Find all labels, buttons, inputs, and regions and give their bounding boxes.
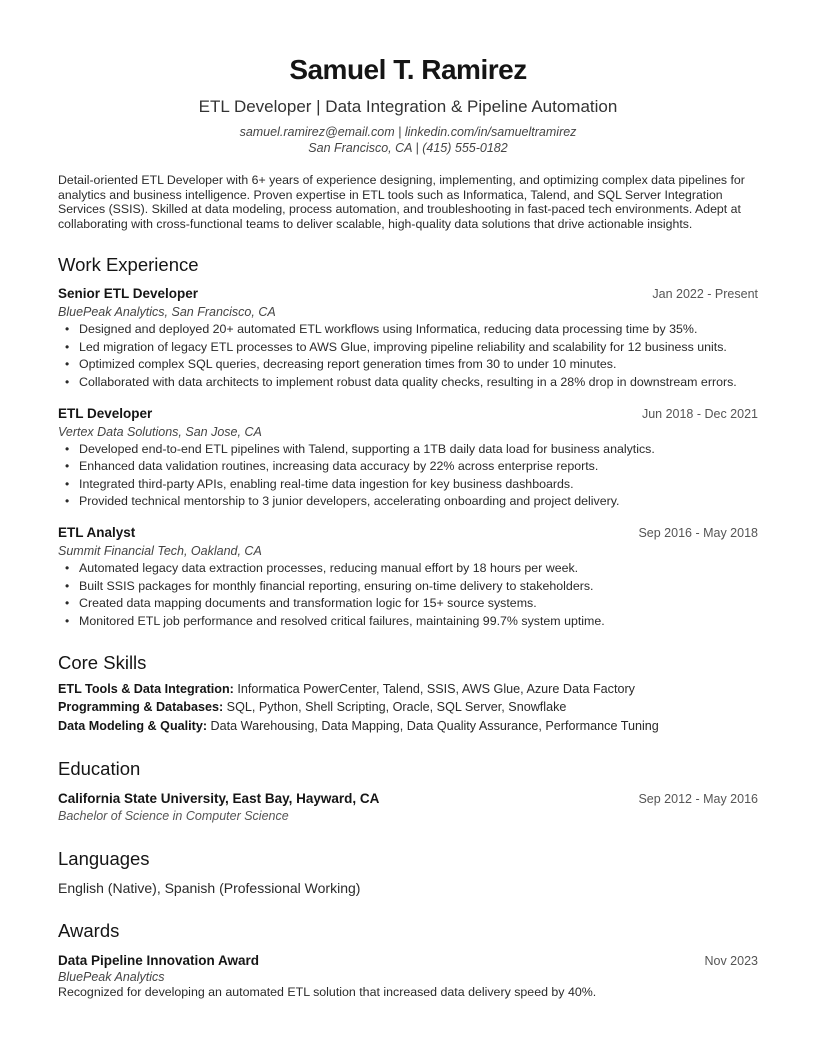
bullet-icon: • <box>65 322 70 337</box>
bullet-icon: • <box>65 339 70 354</box>
job-bullet <box>65 357 758 372</box>
award-organization: BluePeak Analytics <box>58 970 165 985</box>
job-bullet <box>65 322 758 337</box>
job-dates: Sep 2016 - May 2018 <box>638 526 758 541</box>
award-entry <box>58 952 758 1000</box>
bullet-icon: • <box>65 596 70 611</box>
job-bullet <box>65 561 758 576</box>
bullet-icon: • <box>65 494 70 509</box>
job-bullet-text: Led migration of legacy ETL processes to AWS Glue, improving pipeline reliability and scalability for 12 business units. <box>79 339 727 354</box>
bullet-icon: • <box>65 561 70 576</box>
job-dates: Jan 2022 - Present <box>652 287 758 302</box>
bullet-icon: • <box>65 441 70 456</box>
job-bullet <box>65 476 758 492</box>
job-bullet <box>65 459 758 474</box>
job-title: ETL Developer <box>58 405 153 421</box>
education-dates: Sep 2012 - May 2016 <box>638 792 758 807</box>
job-bullet <box>65 441 758 457</box>
job-bullet <box>65 596 758 611</box>
skill-values: Data Warehousing, Data Mapping, Data Quality Assurance, Performance Tuning <box>210 718 659 733</box>
education-entry <box>58 790 758 825</box>
award-description: Recognized for developing an automated ETL solution that increased data delivery speed by 40%. <box>58 985 597 1000</box>
job-bullet <box>65 339 758 355</box>
job-bullet-text: Integrated third-party APIs, enabling real-time data ingestion for key business dashboards. <box>79 476 574 491</box>
job-header <box>58 285 758 303</box>
section-title-awards: Awards <box>58 920 120 942</box>
bullet-icon: • <box>65 459 70 474</box>
school-name: California State University, East Bay, Hayward, CA <box>58 791 380 807</box>
job-entry <box>58 524 758 629</box>
job-bullet-text: Provided technical mentorship to 3 junior developers, accelerating onboarding and project delivery. <box>79 494 620 509</box>
contact-email-linkedin: samuel.ramirez@email.com | linkedin.com/in/samueltramirez <box>239 125 577 139</box>
job-bullets <box>58 442 758 510</box>
degree: Bachelor of Science in Computer Science <box>58 809 289 824</box>
job-company: Summit Financial Tech, Oakland, CA <box>58 544 262 559</box>
skill-row <box>58 680 758 699</box>
headline: ETL Developer | Data Integration & Pipeline Automation <box>198 97 618 116</box>
job-bullet-text: Created data mapping documents and transformation logic for 15+ source systems. <box>79 596 537 611</box>
job-bullet <box>65 494 758 509</box>
job-title: ETL Analyst <box>58 525 136 541</box>
skill-category: Data Modeling & Quality: <box>58 718 208 733</box>
job-header <box>58 405 758 423</box>
candidate-name: Samuel T. Ramirez <box>289 54 527 85</box>
job-bullet <box>65 374 758 390</box>
contact-location-phone: San Francisco, CA | (415) 555-0182 <box>308 141 508 155</box>
resume-page <box>58 52 758 1000</box>
bullet-icon: • <box>65 476 70 491</box>
job-bullet-text: Enhanced data validation routines, increasing data accuracy by 22% across enterprise reports. <box>79 459 599 474</box>
job-header <box>58 524 758 542</box>
award-header <box>58 952 758 970</box>
job-title: Senior ETL Developer <box>58 286 199 302</box>
skill-values: SQL, Python, Shell Scripting, Oracle, SQL Server, Snowflake <box>226 700 567 715</box>
job-bullets <box>58 561 758 629</box>
skill-category: ETL Tools & Data Integration: <box>58 681 234 696</box>
skill-values: Informatica PowerCenter, Talend, SSIS, AWS Glue, Azure Data Factory <box>237 681 635 696</box>
job-bullet <box>65 578 758 594</box>
bullet-icon: • <box>65 357 70 372</box>
job-bullet-text: Collaborated with data architects to implement robust data quality checks, resulting in a 28% drop in downstream errors. <box>79 374 737 389</box>
section-title-skills: Core Skills <box>58 651 147 673</box>
section-title-education: Education <box>58 758 141 780</box>
bullet-icon: • <box>65 613 70 628</box>
job-bullet-text: Automated legacy data extraction processes, reducing manual effort by 18 hours per week. <box>79 561 579 576</box>
skill-row <box>58 717 758 736</box>
job-entry <box>58 405 758 510</box>
job-bullet <box>65 613 758 629</box>
section-title-languages: Languages <box>58 848 150 870</box>
job-bullet-text: Monitored ETL job performance and resolved critical failures, maintaining 99.7% system uptime. <box>79 613 605 628</box>
skills-list <box>58 680 758 736</box>
job-entry <box>58 285 758 390</box>
award-title: Data Pipeline Innovation Award <box>58 953 260 969</box>
education-header <box>58 790 758 808</box>
job-bullet-text: Designed and deployed 20+ automated ETL workflows using Informatica, reducing data processing time by 35%. <box>79 322 698 337</box>
job-bullet-text: Optimized complex SQL queries, decreasing report generation times from 30 to under 10 minutes. <box>79 357 617 372</box>
professional-summary: Detail-oriented ETL Developer with 6+ years of experience designing, implementing, and optimizing complex data pipelines for analytics and business intelligence. Proven expertise in ETL tools such as Informatica, Talend, and SQL Server Integration Services (SSIS). Skilled at data modeling, process automation, and troubleshooting in fast-paced tech environments. Adept at collaborating with cross-functional teams to deliver scalable, high-quality data solutions that drive actionable insights. <box>58 173 745 231</box>
award-date: Nov 2023 <box>704 954 758 969</box>
job-bullets <box>58 322 758 390</box>
job-bullet-text: Developed end-to-end ETL pipelines with Talend, supporting a 1TB daily data load for business analytics. <box>79 441 655 456</box>
bullet-icon: • <box>65 578 70 593</box>
job-bullet-text: Built SSIS packages for monthly financial reporting, ensuring on-time delivery to stakeholders. <box>79 578 594 593</box>
languages-text: English (Native), Spanish (Professional Working) <box>58 880 361 897</box>
section-title-experience: Work Experience <box>58 254 199 276</box>
job-company: Vertex Data Solutions, San Jose, CA <box>58 424 262 439</box>
bullet-icon: • <box>65 374 70 389</box>
job-company: BluePeak Analytics, San Francisco, CA <box>58 305 276 320</box>
skill-row <box>58 698 758 717</box>
job-dates: Jun 2018 - Dec 2021 <box>641 406 758 421</box>
skill-category: Programming & Databases: <box>58 700 224 715</box>
